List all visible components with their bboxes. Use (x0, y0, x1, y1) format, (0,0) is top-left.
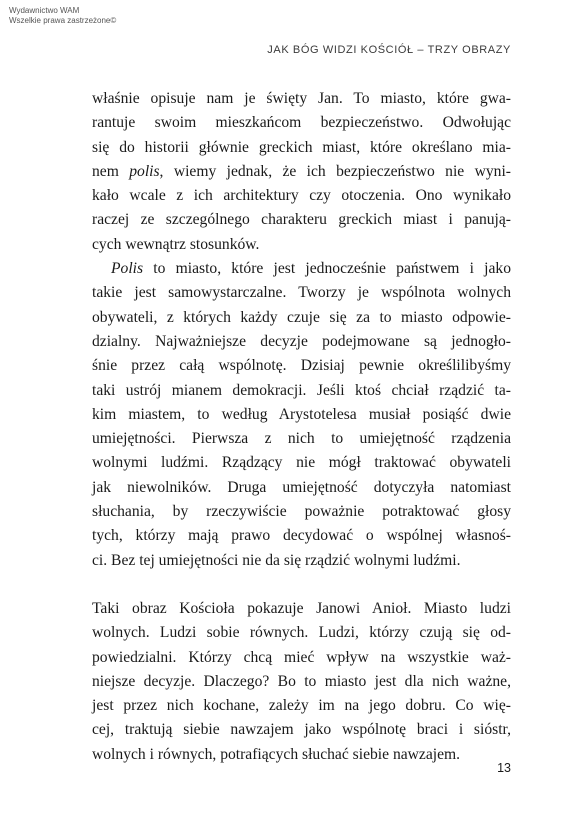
text-segment: kało wcale z ich architektury czy otoczenia. Ono wynikało (92, 187, 511, 205)
text-line (92, 184, 511, 208)
text-line (92, 379, 511, 403)
watermark-publisher: Wydawnictwo WAM (9, 6, 80, 15)
italic-term: Polis (111, 260, 144, 278)
text-line (92, 330, 511, 354)
text-segment: taki ustrój mianem demokracji. Jeśli ktoś chciał rządzić ta- (92, 381, 511, 399)
paragraph (92, 597, 511, 767)
watermark (9, 6, 116, 26)
text-segment: słuchania, by rzeczywiście poważnie potraktować głosy (92, 503, 511, 521)
text-segment: cej, traktują siebie nawzajem jako wspólnotę braci i sióstr, (92, 721, 511, 739)
text-line (92, 257, 511, 281)
text-segment: śnie przez całą wspólnotę. Dzisiaj pewnie określilibyśmy (92, 357, 511, 375)
text-line (92, 451, 511, 475)
text-line (92, 500, 511, 524)
text-line (92, 549, 511, 573)
text-segment: takie jest samowystarczalne. Tworzy je wspólnota wolnych (92, 284, 511, 302)
text-segment: rantuje swoim mieszkańcom bezpieczeństwo. Odwołując (92, 114, 511, 132)
text-segment: wolnymi ludźmi. Rządzący nie mógł traktować obywateli (92, 454, 511, 472)
text-line (92, 646, 511, 670)
paragraph-gap (92, 573, 511, 597)
paragraph (92, 87, 511, 257)
text-line (92, 670, 511, 694)
paragraph (92, 257, 511, 573)
text-line (92, 233, 511, 257)
text-segment: to miasto, które jest jednocześnie państwem i jako (143, 260, 511, 278)
watermark-rights: Wszelkie prawa zastrzeżone© (9, 16, 117, 25)
text-line (92, 621, 511, 645)
text-segment: wolnych. Ludzi sobie równych. Ludzi, którzy czują się od- (92, 624, 511, 642)
text-line (92, 87, 511, 111)
text-line (92, 427, 511, 451)
text-line (92, 524, 511, 548)
text-line (92, 111, 511, 135)
text-line (92, 354, 511, 378)
italic-term: polis (129, 162, 160, 180)
text-line (92, 476, 511, 500)
text-segment: jest przez nich kochane, zależy im na jego dobru. Co wię- (92, 697, 511, 715)
text-line (92, 136, 511, 160)
text-segment: Taki obraz Kościoła pokazuje Janowi Anioł. Miasto ludzi (92, 599, 511, 617)
text-segment: kim miastem, to według Arystotelesa musiał posiąść dwie (92, 405, 511, 423)
text-line (92, 694, 511, 718)
body-text (92, 87, 511, 767)
text-line (92, 403, 511, 427)
text-segment: , wiemy jednak, że ich bezpieczeństwo nie wyni- (159, 162, 511, 180)
text-line (92, 718, 511, 742)
text-segment: obywateli, z których każdy czuje się za to miasto odpowie- (92, 308, 511, 326)
text-line (92, 160, 511, 184)
text-segment: nem (92, 162, 130, 180)
text-line (92, 743, 511, 767)
text-segment: się do historii głównie greckich miast, które określano mia- (92, 138, 511, 156)
text-segment: raczej ze szczególnego charakteru greckich miast i panują- (92, 211, 511, 229)
text-line (92, 597, 511, 621)
text-segment: wolnych i równych, potrafiących słuchać siebie nawzajem. (92, 745, 461, 763)
text-segment: tych, którzy mają prawo decydować o wspólnej własnoś- (92, 527, 511, 545)
text-segment: dzialny. Najważniejsze decyzje podejmowane są jednogło- (92, 332, 511, 350)
running-head: JAK BÓG WIDZI KOŚCIÓŁ – TRZY OBRAZY (267, 44, 511, 56)
text-segment: powiedzialni. Którzy chcą mieć wpływ na wszystkie waż- (92, 648, 511, 666)
text-segment: umiejętności. Pierwsza z nich to umiejętność rządzenia (92, 430, 511, 448)
text-segment: cych wewnątrz stosunków. (92, 235, 260, 253)
text-segment: niejsze decyzje. Dlaczego? Bo to miasto jest dla nich ważne, (92, 672, 511, 690)
text-line (92, 208, 511, 232)
page-number: 13 (497, 761, 511, 775)
text-line (92, 306, 511, 330)
text-segment: ci. Bez tej umiejętności nie da się rządzić wolnymi ludźmi. (92, 551, 461, 569)
text-line (92, 281, 511, 305)
text-segment: właśnie opisuje nam je święty Jan. To miasto, które gwa- (92, 90, 511, 107)
text-segment: jak niewolników. Druga umiejętność dotyczyła natomiast (92, 478, 511, 496)
